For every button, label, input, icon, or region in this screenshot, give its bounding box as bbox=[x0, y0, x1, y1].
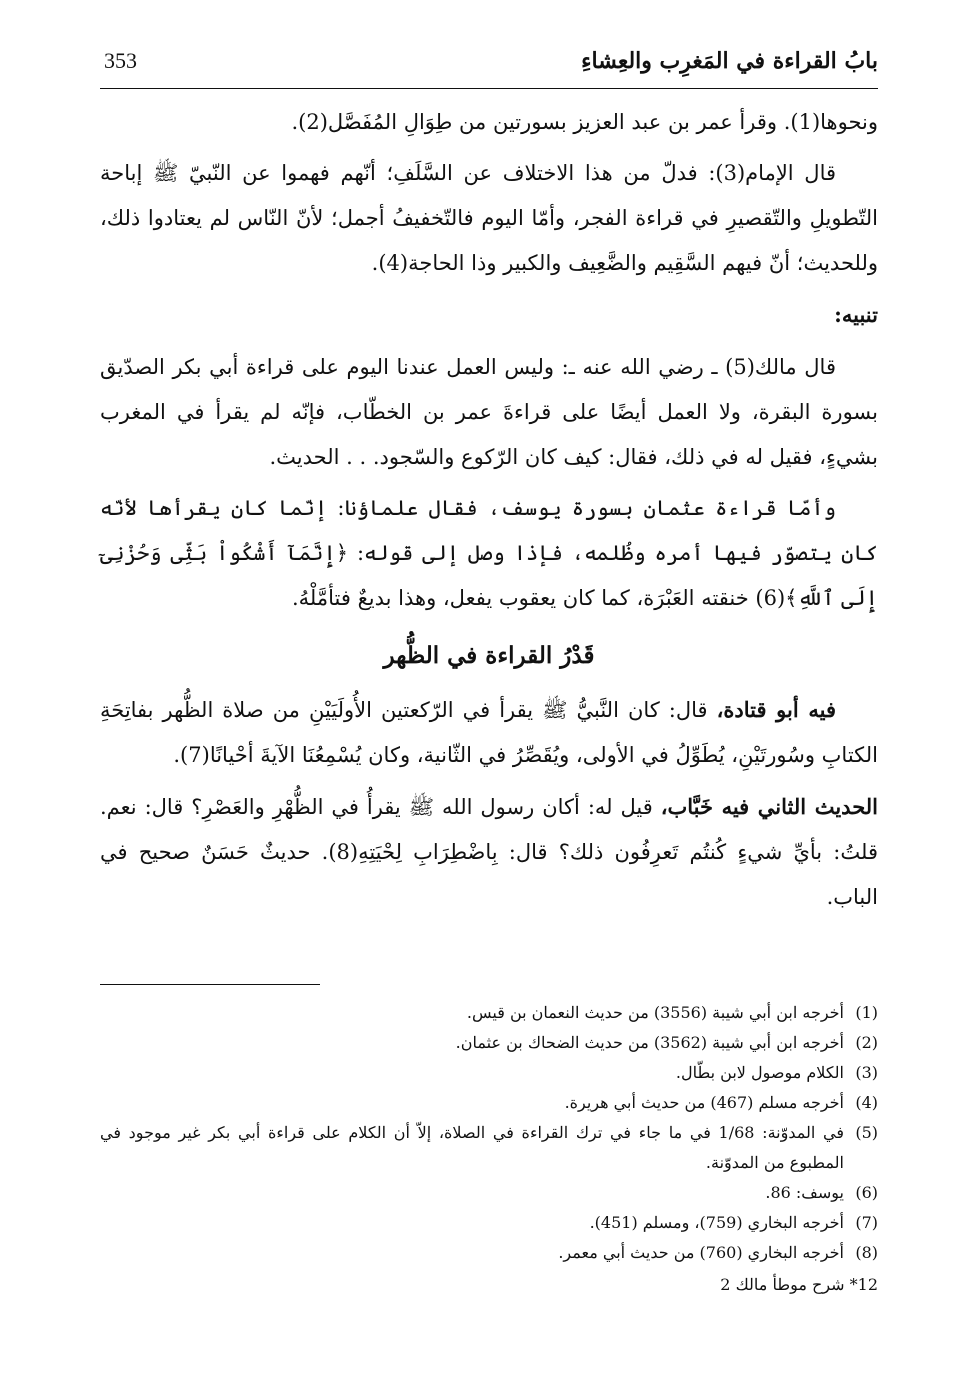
footnote bbox=[100, 1208, 878, 1238]
page bbox=[100, 40, 878, 1360]
paragraph-6 bbox=[100, 784, 878, 920]
paragraph-1: ونحوها(1). وقرأ عمر بن عبد العزيز بسورتين من طِوَالِ المُفَصَّل(2). bbox=[291, 110, 878, 134]
section-title: قَدْرُ القراءة في الظُّهر bbox=[383, 642, 595, 669]
paragraph-6-text: قيل له: أكان رسول الله ﷺ يقرأُ في الظُّهْرِ والعَصْرِ؟ قال: نعم. قلتُ: بأيِّ شيءٍ كُنتُم تَعرِفُون ذلك؟ قال: بِاضْطِرَابِ لِحْيَتِهِ(8). حديثٌ حَسَنٌ صحيح في الباب. bbox=[100, 795, 878, 909]
footnote-number: (4) bbox=[855, 1093, 878, 1112]
footnote-text: الكلام موصول لابن بطّال. bbox=[675, 1063, 844, 1082]
paragraph-2: قال الإمام(3): فدلّ من هذا الاختلاف عن السَّلَفِ؛ أنّهم فهموا عن النّبيّ ﷺ إباحة التّطويلِ والتّقصيرِ في قراءة الفجر، وأمّا اليوم فالتّخفيفُ أجمل؛ لأنّ النّاس لم يعتادوا ذلك، وللحديث؛ أنّ فيهم السَّقِيم والضَّعِيف والكبير وذا الحاجة(4). bbox=[100, 161, 878, 275]
footnote-number: (8) bbox=[855, 1243, 878, 1262]
header-rule bbox=[100, 88, 878, 89]
footnote-text: أخرجه ابن أبي شيبة (3556) من حديث النعمان بن قيس. bbox=[466, 1003, 844, 1022]
footnote-text: أخرجه البخاري (760) من حديث أبي معمر. bbox=[558, 1243, 844, 1262]
footnotes bbox=[100, 998, 878, 1300]
footnote-number: (2) bbox=[855, 1033, 878, 1052]
paragraph-6-lead: الحديث الثاني فيه خَبَّاب، bbox=[660, 794, 878, 819]
footnote-number: (1) bbox=[855, 1003, 878, 1022]
footnote-text: في المدوّنة: 1/68 في ما جاء في ترك القراءة في الصلاة، إلاّ أن الكلام على قراءة أبي بكر غير موجود في المطبوع من المدوّنة. bbox=[100, 1123, 844, 1172]
footnote bbox=[100, 1118, 878, 1178]
footnote-text: أخرجه البخاري (759)، ومسلم (451). bbox=[589, 1213, 844, 1232]
footnote-number: (3) bbox=[855, 1063, 878, 1082]
paragraph-3: قال مالك(5) ـ رضي الله عنه ـ: وليس العمل عندنا اليوم على قراءة أبي بكر الصدّيق بسورة البقرة، ولا العمل أيضًا على قراءةَ عمر بن الخطّاب، فإنّه لم يقرأ في المغرب بشيءٍ، فقيل له في ذلك، فقال: كيف كان الرّكوع والسّجود. . . الحديث. bbox=[100, 355, 878, 469]
footnote bbox=[100, 1178, 878, 1208]
footnote bbox=[100, 1088, 878, 1118]
footnote bbox=[100, 998, 878, 1028]
tanbih-heading: تنبيه: bbox=[834, 302, 878, 327]
printer-signature: 12* شرح موطأ مالك 2 bbox=[720, 1275, 878, 1294]
running-title: بابُ القراءة في المَغرِب والعِشاءِ bbox=[581, 48, 878, 74]
footnote-number: (7) bbox=[855, 1213, 878, 1232]
paragraph-5-lead: فيه أبو قتادة، bbox=[716, 697, 836, 722]
paragraph-4: وأمّا قراءة عثمان بسورة يوسف، فقال علماؤنا: إنّما كان يقرأها لأنّه كان يتصوّر فيها أمره وظُلمه، فإذا وصل إلى قوله: ﴿إِنَّمَآ أَشْكُواْ بَثِّى وَحُزْنِىٓ إِلَى ٱللَّهِ﴾(6) خنقته العَبْرَة، كما كان يعقوب يفعل، وهذا بديعٌ فتأمَّلْهُ. bbox=[100, 496, 878, 610]
footnote bbox=[100, 1028, 878, 1058]
footnote bbox=[100, 1238, 878, 1268]
footnote-number: (5) bbox=[855, 1123, 878, 1142]
page-number: 353 bbox=[104, 48, 137, 73]
footnote-text: أخرجه مسلم (467) من حديث أبي هريرة. bbox=[564, 1093, 844, 1112]
paragraph-5 bbox=[100, 687, 878, 778]
paragraph-5-text: قال: كان النَّبيُّ ﷺ يقرأ في الرّكعتين الأُولَيَيْنِ من صلاة الظُّهر بفاتِحَةِ الكتابِ وسُورتَيْنِ، يُطَوِّلُ في الأولى، ويُقَصِّرُ في الثّانية، وكان يُسْمِعُنَا الآيةَ أحْيانًا(7). bbox=[100, 698, 878, 767]
footnote bbox=[100, 1058, 878, 1088]
main-text bbox=[100, 100, 878, 926]
footnote-rule bbox=[100, 984, 320, 985]
footnote-number: (6) bbox=[855, 1183, 878, 1202]
page-header bbox=[100, 48, 878, 84]
footnote-text: أخرجه ابن أبي شيبة (3562) من حديث الضحاك بن عثمان. bbox=[455, 1033, 844, 1052]
footnote-text: يوسف: 86. bbox=[765, 1183, 844, 1202]
